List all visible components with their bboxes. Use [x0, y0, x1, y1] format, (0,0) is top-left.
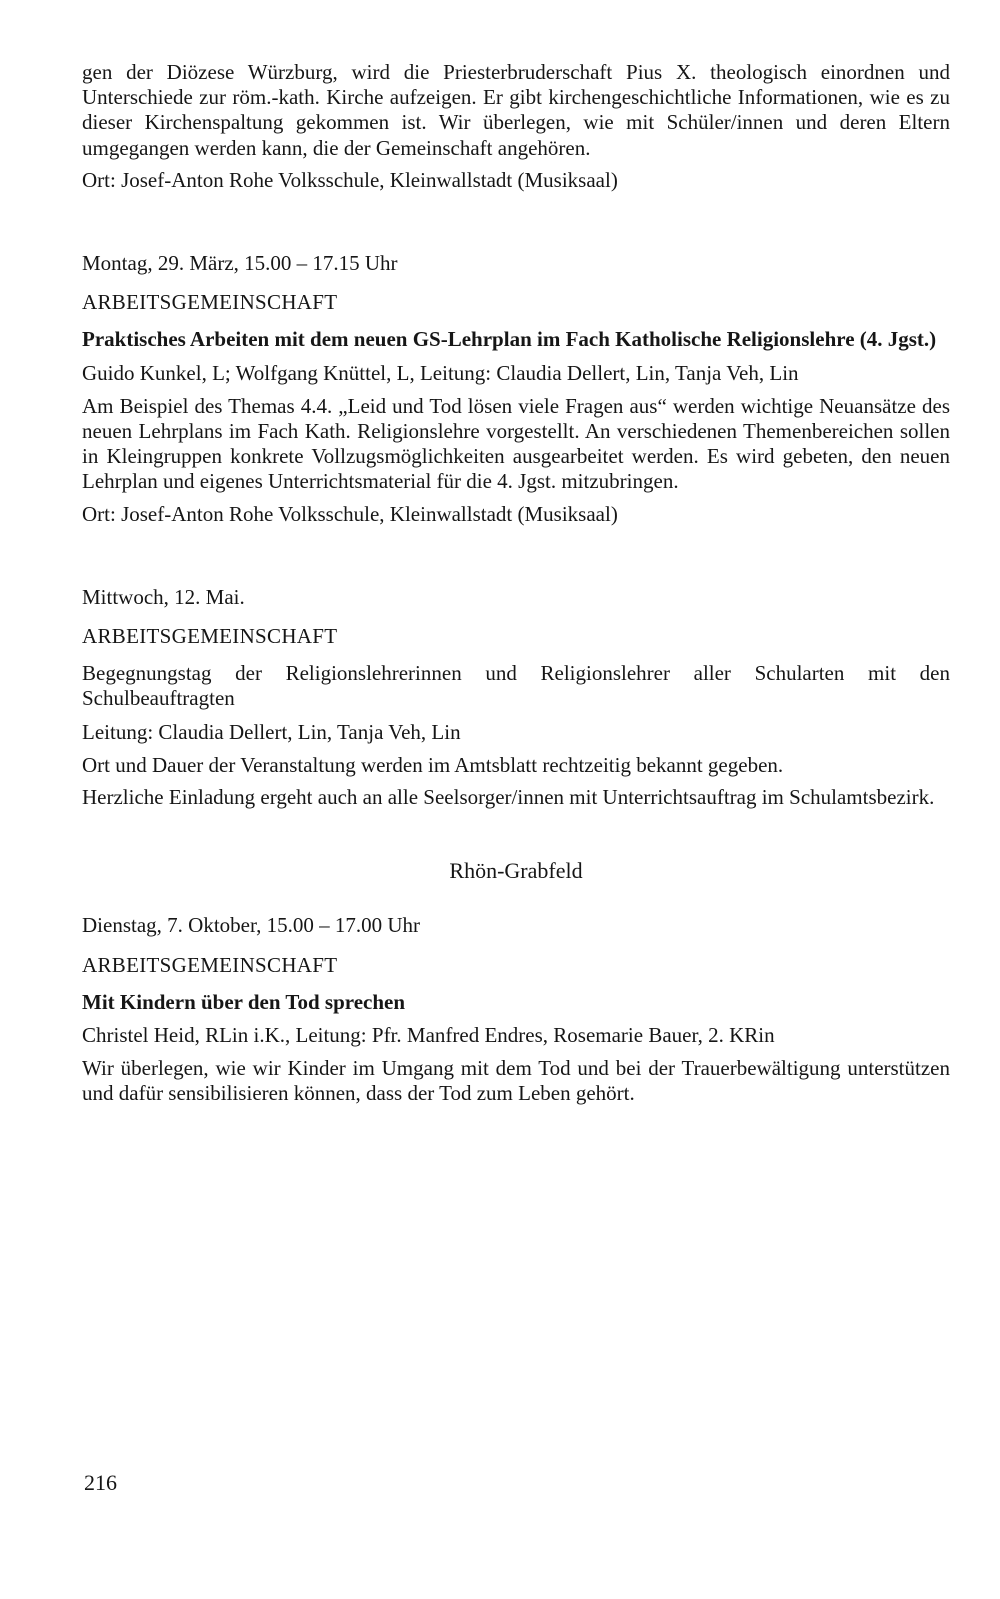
event-people: Christel Heid, RLin i.K., Leitung: Pfr. Manfred Endres, Rosemarie Bauer, 2. KRin [82, 1023, 775, 1048]
event-type: ARBEITSGEMEINSCHAFT [82, 624, 338, 649]
event-block [82, 251, 950, 527]
event-date: Montag, 29. März, 15.00 – 17.15 Uhr [82, 251, 398, 276]
event-title: Mit Kindern über den Tod sprechen [82, 989, 406, 1014]
event-type: ARBEITSGEMEINSCHAFT [82, 290, 338, 315]
event-block [82, 585, 950, 810]
event-location: Ort: Josef-Anton Rohe Volksschule, Kleinwallstadt (Musiksaal) [82, 501, 618, 526]
region-heading: Rhön-Grabfeld [449, 858, 583, 884]
event-title: Begegnungstag der Religionslehrerinnen und Religionslehrer aller Schularten mit den Schulbeauftragten [82, 661, 950, 711]
page-content [82, 60, 950, 1114]
intro-paragraph: gen der Diözese Würzburg, wird die Priesterbruderschaft Pius X. theologisch einordnen und Unterschiede zur röm.-kath. Kirche aufzeigen. Er gibt kirchengeschichtliche Informationen, wie es zu dieser Kirchenspaltung gekommen ist. Wir überlegen, wie mit Schüler/innen und deren Eltern umgegangen werden kann, die der Gemeinschaft angehören. [82, 60, 950, 160]
event-note: Ort und Dauer der Veranstaltung werden im Amtsblatt rechtzeitig bekannt gegeben. [82, 752, 784, 777]
event-people: Guido Kunkel, L; Wolfgang Knüttel, L, Leitung: Claudia Dellert, Lin, Tanja Veh, Lin [82, 360, 799, 385]
event-people: Leitung: Claudia Dellert, Lin, Tanja Veh, Lin [82, 719, 461, 744]
page-number: 216 [84, 1470, 117, 1495]
event-description: Wir überlegen, wie wir Kinder im Umgang mit dem Tod und bei der Trauerbewältigung unterstützen und dafür sensibilisieren können, dass der Tod zum Leben gehört. [82, 1056, 950, 1106]
event-title: Praktisches Arbeiten mit dem neuen GS-Lehrplan im Fach Katholische Religionslehre (4. Jgst.) [82, 327, 937, 352]
event-date: Dienstag, 7. Oktober, 15.00 – 17.00 Uhr [82, 913, 421, 938]
intro-location: Ort: Josef-Anton Rohe Volksschule, Kleinwallstadt (Musiksaal) [82, 167, 618, 192]
event-description: Am Beispiel des Themas 4.4. „Leid und Tod lösen viele Fragen aus“ werden wichtige Neuansätze des neuen Lehrplans im Fach Kath. Religionslehre vorgestellt. An verschiedenen Themenbereichen sollen in Kleingruppen konkrete Vollzugsmöglichkeiten ausgearbeitet werden. Es wird gebeten, den neuen Lehrplan und eigenes Unterrichtsmaterial für die 4. Jgst. mitzubringen. [82, 393, 950, 494]
event-note: Herzliche Einladung ergeht auch an alle Seelsorger/innen mit Unterrichtsauftrag im Schulamtsbezirk. [82, 785, 935, 810]
event-type: ARBEITSGEMEINSCHAFT [82, 952, 338, 977]
event-block [82, 913, 950, 1106]
event-date: Mittwoch, 12. Mai. [82, 584, 245, 609]
